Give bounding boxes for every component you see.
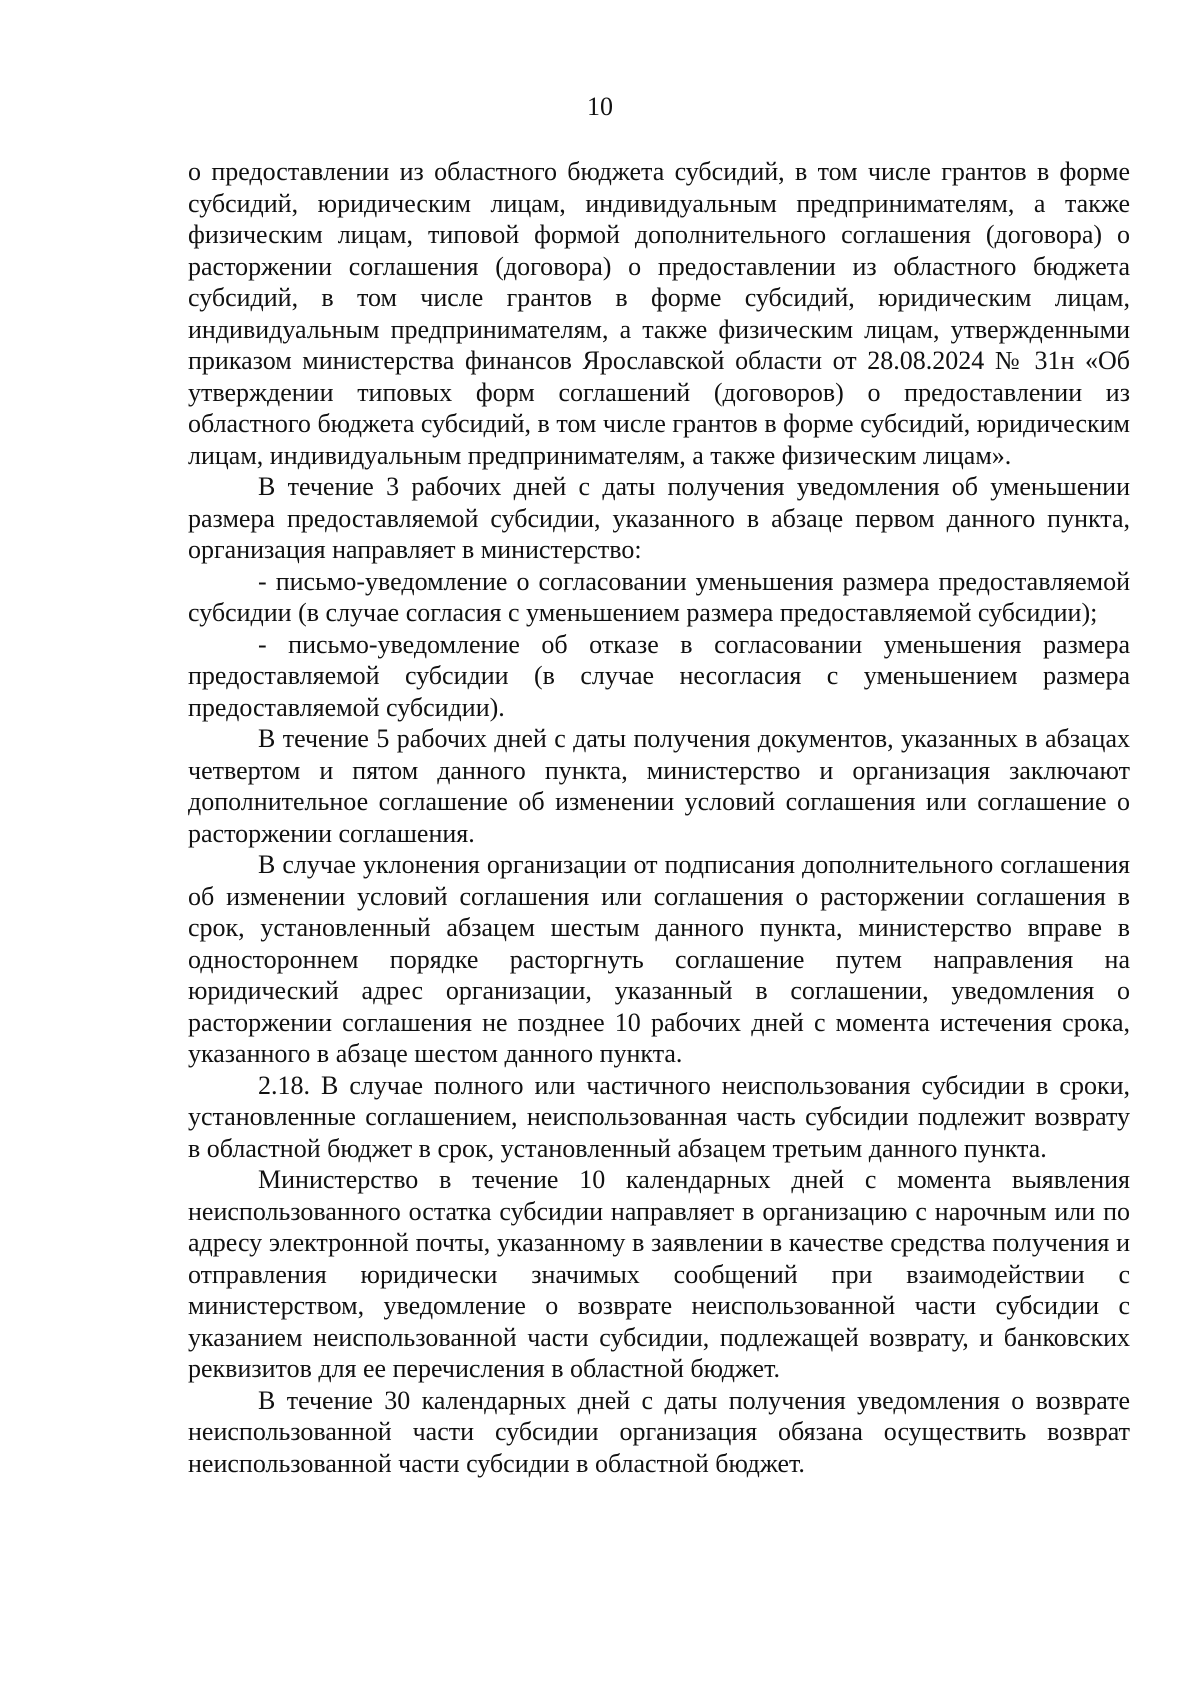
paragraph-8: Министерство в течение 10 календарных дней с момента выявления неиспользованного остатка субсидии направляет в организацию с нарочным или по адресу электронной почты, указанному в заявлении в качестве средства получения и отправления юридически значимых сообщений при взаимодействии с министерством, уведомление о возврате неиспользованной части субсидии с указанием неиспользованной части субсидии, подлежащей возврату, и банковских реквизитов для ее перечисления в областной бюджет.: [188, 1165, 1130, 1383]
page-number: 10: [587, 92, 613, 121]
document-body: [188, 156, 1130, 1479]
paragraph-4-list-item: - письмо-уведомление об отказе в согласовании уменьшения размера предоставляемой субсидии (в случае несогласия с уменьшением размера предоставляемой субсидии).: [188, 629, 1130, 722]
paragraph-7-section-2-18: 2.18. В случае полного или частичного неиспользования субсидии в сроки, установленные соглашением, неиспользованная часть субсидии подлежит возврату в областной бюджет в срок, установленный абзацем третьим данного пункта.: [188, 1070, 1130, 1163]
paragraph-6: В случае уклонения организации от подписания дополнительного соглашения об изменении условий соглашения или соглашения о расторжении соглашения в срок, установленный абзацем шестым данного пункта, министерство вправе в одностороннем порядке расторгнуть соглашение путем направления на юридический адрес организации, указанный в соглашении, уведомления о расторжении соглашения не позднее 10 рабочих дней с момента истечения срока, указанного в абзаце шестом данного пункта.: [188, 850, 1130, 1068]
paragraph-2: В течение 3 рабочих дней с даты получения уведомления об уменьшении размера предоставляемой субсидии, указанного в абзаце первом данного пункта, организация направляет в министерство:: [188, 472, 1130, 564]
paragraph-9: В течение 30 календарных дней с даты получения уведомления о возврате неиспользованной части субсидии организация обязана осуществить возврат неиспользованной части субсидии в областной бюджет.: [188, 1385, 1130, 1478]
paragraph-3-list-item: - письмо-уведомление о согласовании уменьшения размера предоставляемой субсидии (в случае согласия с уменьшением размера предоставляемой субсидии);: [188, 566, 1130, 627]
paragraph-5: В течение 5 рабочих дней с даты получения документов, указанных в абзацах четвертом и пятом данного пункта, министерство и организация заключают дополнительное соглашение об изменении условий соглашения или соглашение о расторжении соглашения.: [188, 724, 1130, 848]
paragraph-1: о предоставлении из областного бюджета субсидий, в том числе грантов в форме субсидий, юридическим лицам, индивидуальным предпринимателям, а также физическим лицам, типовой формой дополнительного соглашения (договора) о расторжении соглашения (договора) о предоставлении из областного бюджета субсидий, в том числе грантов в форме субсидий, юридическим лицам, индивидуальным предпринимателям, а также физическим лицам, утвержденными приказом министерства финансов Ярославской области от 28.08.2024 № 31н «Об утверждении типовых форм соглашений (договоров) о предоставлении из областного бюджета субсидий, в том числе грантов в форме субсидий, юридическим лицам, индивидуальным предпринимателям, а также физическим лицам».: [188, 157, 1130, 470]
